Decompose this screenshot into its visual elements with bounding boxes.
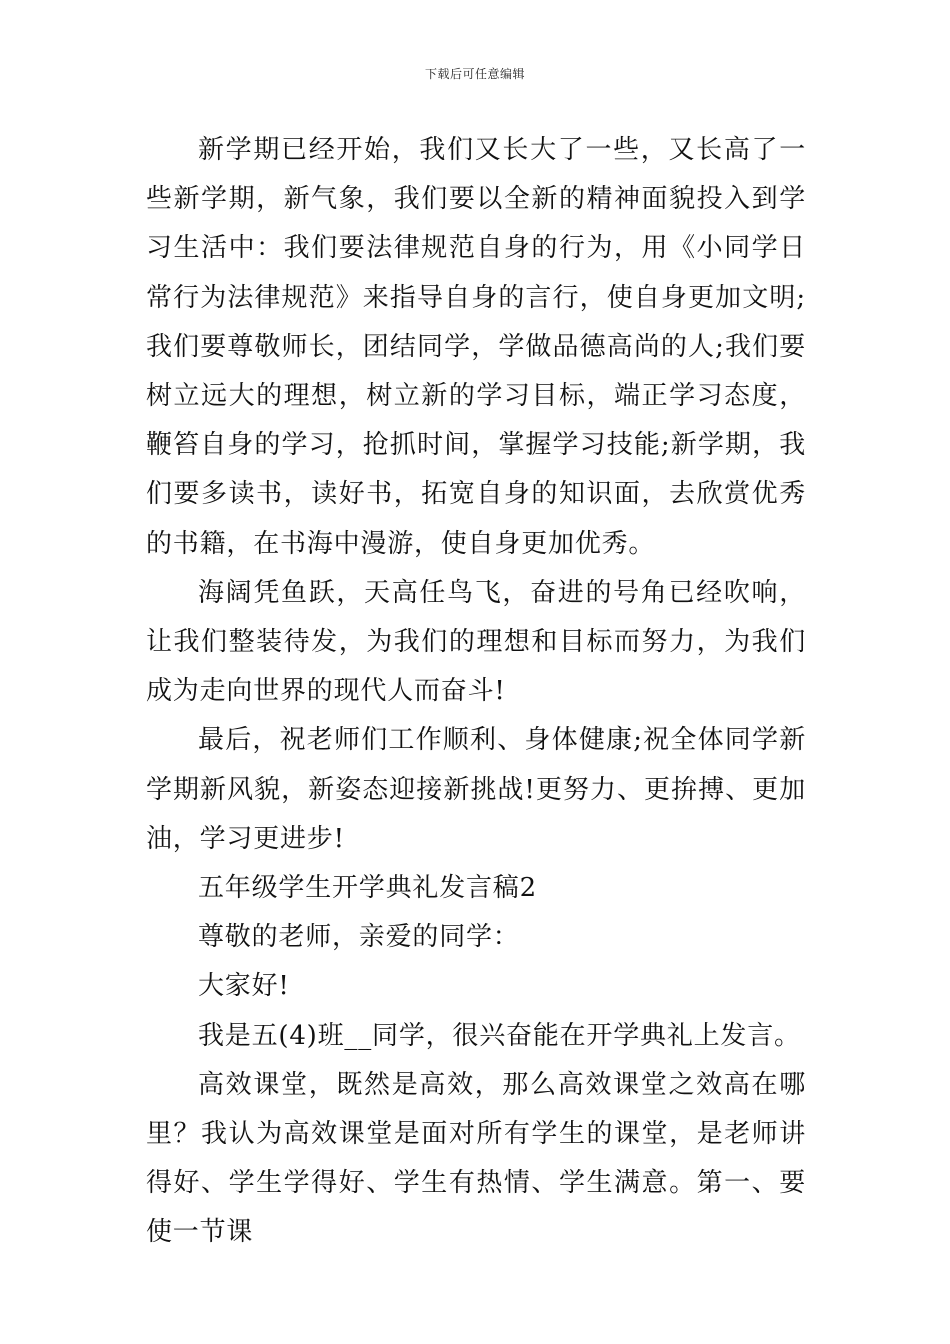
salutation: 尊敬的老师，亲爱的同学：	[198, 922, 520, 953]
greeting: 大家好!	[198, 971, 290, 1002]
paragraph-efficient-classroom: 高效课堂，既然是高效，那么高效课堂之效高在哪里？我认为高效课堂是面对所有学生的课堂，是老师讲得好、学生学得好、学生有热情、学生满意。第一、要使一节课	[146, 1069, 806, 1248]
paragraph-encouragement: 海阔凭鱼跃，天高任鸟飞，奋进的号角已经吹响，让我们整装待发，为我们的理想和目标而努力，为我们成为走向世界的现代人而奋斗!	[146, 577, 806, 707]
paragraph-new-semester: 新学期已经开始，我们又长大了一些，又长高了一些新学期，新气象，我们要以全新的精神面貌投入到学习生活中：我们要法律规范自身的行为，用《小同学日常行为法律规范》来指导自身的言行，使自身更加文明;我们要尊敬师长，团结同学，学做品德高尚的人;我们要树立远大的理想，树立新的学习目标，端正学习态度，鞭笞自身的学习，抢抓时间，掌握学习技能;新学期，我们要多读书，读好书，拓宽自身的知识面，去欣赏优秀的书籍，在书海中漫游，使自身更加优秀。	[146, 135, 806, 559]
document-body	[146, 126, 806, 1258]
self-introduction: 我是五(4)班__同学，很兴奋能在开学典礼上发言。	[198, 1020, 801, 1051]
speech-title: 五年级学生开学典礼发言稿2	[198, 873, 537, 904]
paragraph-closing-wishes: 最后，祝老师们工作顺利、身体健康;祝全体同学新学期新风貌，新姿态迎接新挑战!更努力、更拚搏、更加油，学习更进步!	[146, 725, 806, 854]
page-header-note: 下载后可任意编辑	[424, 67, 525, 81]
